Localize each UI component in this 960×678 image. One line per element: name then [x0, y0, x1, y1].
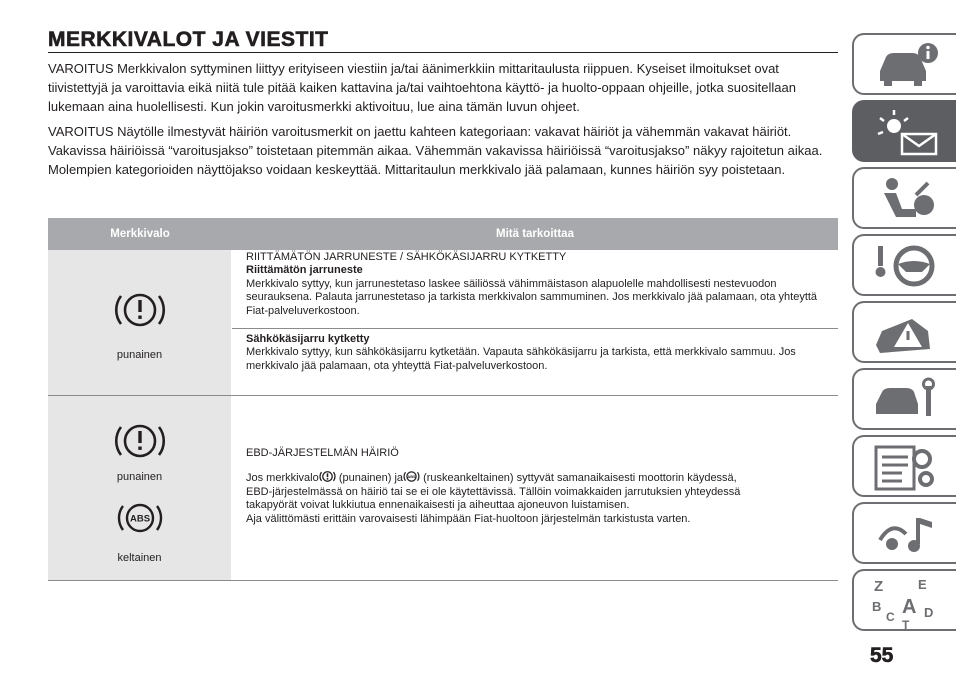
tab-multimedia[interactable] [852, 502, 956, 564]
row2-text-b: (punainen) ja [338, 472, 404, 485]
tab-safety[interactable] [852, 167, 956, 229]
warning-paragraph-1: VAROITUS Merkkivalon syttyminen liittyy erityiseen viestiin ja/tai äänimerkkiin mittaritaulusta riippuen. Kyseiset ilmoitukset ovat tiivistettyjä ja varoittavia eikä niitä tule pitää kaiken kattavina ja/tai vaihtoehtona käyttö- ja huolto-oppaan ohjeille, jotka suositellaan lukemaan aina huolellisesti. Kun jokin varoitusmerkki aktivoituu, lue aina tämän luvun ohjeet. [48, 61, 796, 114]
row1-sub1-title: Riittämätön jarruneste [246, 264, 363, 277]
abs-warning-icon [403, 468, 420, 485]
index-letter: T [902, 618, 910, 629]
row-divider [48, 395, 838, 396]
index-letter: E [918, 577, 927, 592]
index-letter: Z [874, 578, 884, 595]
tab-warning-lights[interactable] [852, 100, 956, 162]
row2-text-a: Jos merkkivalo [246, 472, 319, 485]
row2-text-c: (ruskeankeltainen) syttyvät samanaikaisesti moottorin käydessä, [423, 472, 737, 485]
row1-caption: RIITTÄMÄTÖN JARRUNESTE / SÄHKÖKÄSIJARRU KYTKETTY [246, 251, 567, 263]
index-letter: B [872, 599, 882, 614]
row2-line-f: Aja välittömästi erittäin varovaisesti lähimpään Fiat-huoltoon järjestelmän tarkistusta varten. [246, 512, 691, 525]
svg-text:ABS: ABS [407, 474, 416, 480]
page-title: MERKKIVALOT JA VIESTIT [48, 28, 329, 51]
emergency-icon [872, 309, 942, 359]
car-info-icon [872, 41, 942, 89]
row2-caption: EBD-JÄRJESTELMÄN HÄIRIÖ [246, 447, 399, 459]
tab-car-info[interactable] [852, 33, 956, 95]
abs-warning-icon [116, 494, 164, 542]
tab-index[interactable] [852, 569, 956, 631]
specifications-icon [872, 443, 942, 493]
tab-specifications[interactable] [852, 435, 956, 497]
header-meaning: Mitä tarkoittaa [496, 228, 574, 240]
tab-emergency[interactable] [852, 301, 956, 363]
row2-line-a [246, 468, 836, 485]
tab-maintenance[interactable] [852, 368, 956, 430]
row1-sub2-title: Sähkökäsijarru kytketty [246, 333, 370, 345]
row1-sub1-text: Merkkivalo syttyy, kun jarrunestetaso laskee säiliössä vähimmäistason alapuolelle mahdollisesti nestevuodon seurauksena. Palauta jarrunestetaso ja tarkista merkkivalon sammuminen. Jos merkkivalo jää palamaan, ota yhteyttä Fiat-palveluverkostoon. [246, 277, 818, 317]
tab-starting-driving[interactable] [852, 234, 956, 296]
brake-warning-icon [113, 283, 167, 337]
warning-light-table [48, 218, 838, 581]
steering-wheel-icon [872, 242, 942, 292]
color-label-red: punainen [116, 349, 163, 361]
row2-line-e: takapyörät voivat lukkiutua ennenaikaisesti ja aiheuttaa ajoneuvon luistamisen. [246, 499, 630, 512]
title-rule [48, 52, 838, 53]
header-indicator: Merkkivalo [110, 228, 170, 240]
row2-line-d: EBD-järjestelmässä on häiriö tai se ei ole käytettävissä. Tällöin voimakkaiden jarrutuksien yhteydessä [246, 485, 741, 498]
warning-paragraph-2: VAROITUS Näytölle ilmestyvät häiriön varoitusmerkit on jaettu kahteen kategoriaan: vakavat häiriöt ja vähemmän vakavat häiriöt. Vakavissa häiriöissä “varoitusjakso” toistetaan pitemmän aikaa. Vähemmän vakavissa häiriöissä “varoitusjakso” näkyy rajoitetun aikaa. Molempien kategorioiden näyttöjakso voidaan keskeyttää. Mittaritaulun merkkivalo jää palamaan, kunnes häiriön syy poistetaan. [48, 124, 823, 177]
index-icon [872, 577, 942, 629]
index-letter: D [924, 605, 934, 620]
warning-light-message-icon [872, 108, 942, 158]
row1-description [246, 251, 836, 318]
row1-sub2-text: Merkkivalo syttyy, kun sähkökäsijarru kytketään. Vapauta sähkökäsijarru ja tarkista, että merkkivalo sammuu. Jos merkkivalo jää palamaan, ota yhteyttä Fiat-palveluverkostoon. [246, 346, 796, 372]
index-letter: C [886, 610, 895, 624]
multimedia-icon [872, 510, 942, 560]
brake-warning-icon [319, 468, 336, 485]
table-bottom-rule [48, 580, 838, 581]
page-number: 55 [870, 644, 894, 667]
intro-text [48, 59, 840, 185]
row1-inner-divider [232, 328, 838, 329]
abs-icon-text: ABS [129, 513, 151, 525]
index-letter: A [902, 596, 917, 618]
row1-description-2 [246, 333, 836, 373]
seat-airbag-icon [872, 175, 942, 225]
brake-warning-icon [113, 414, 167, 468]
color-label-yellow: keltainen [117, 552, 162, 564]
table-header [48, 218, 838, 250]
row2-description [246, 447, 836, 526]
color-label-red: punainen [116, 471, 163, 483]
maintenance-icon [872, 376, 942, 426]
